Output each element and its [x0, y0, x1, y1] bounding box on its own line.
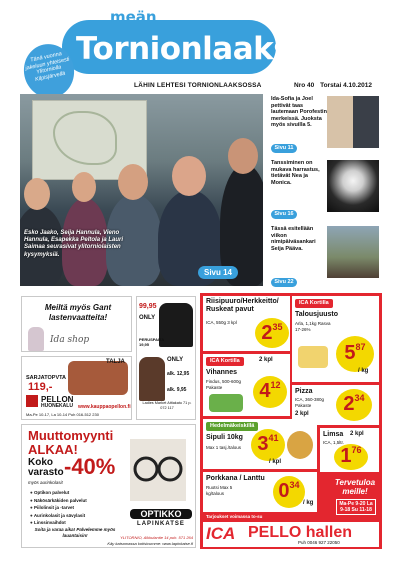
- ad-gant[interactable]: [21, 296, 132, 352]
- optikko-address: YLITORNIO, Alkkulantie 14 puh. 571 264: [120, 535, 193, 540]
- person-2-head: [72, 172, 96, 202]
- offer-sipuli[interactable]: [203, 419, 317, 469]
- offer-price: $2^{35}$: [255, 318, 289, 348]
- opening-hours: Ma-Pe 9-20 La 9-18 Su 11-18: [336, 499, 376, 515]
- ad-only-fashion[interactable]: [136, 296, 196, 420]
- cover-page-link[interactable]: Sivu 14: [198, 266, 238, 279]
- person-5-head: [228, 138, 258, 174]
- issue-number: Nro 40: [294, 82, 315, 89]
- discount-percent: -40%: [64, 454, 116, 479]
- offer-qty: 2 kpl: [259, 357, 273, 363]
- issue-info: [290, 82, 372, 89]
- teaser-1-page-link[interactable]: Sivu 11: [271, 144, 297, 153]
- offer-price: $5^{87}$: [336, 336, 374, 372]
- logo-small-word: meän: [110, 8, 157, 26]
- ad-price: 119,-: [28, 381, 53, 393]
- cover-caption: Esko Jaako, Seija Hannula, Vieno Hannula, Esapekka Peltola ja Lauri Saimaa seurasivat ylitorniolaisten kysymyksiä.: [24, 230, 124, 258]
- service-item: ● Aurinkolasit ja sävylasit: [30, 512, 126, 520]
- sale-title-2: ALKAA!: [28, 442, 78, 457]
- offer-name: Vihannes: [206, 369, 237, 376]
- service-item: ● Näkösärkäkiden palvelut: [30, 497, 126, 505]
- offer-desc: Ruotsi Max 5 kg/talous: [206, 485, 233, 496]
- teaser-3[interactable]: [271, 226, 381, 286]
- ad-ica-pello[interactable]: [200, 293, 382, 549]
- offer-price: $2^{34}$: [336, 389, 372, 421]
- welcome-text: Tervetuloa meille!: [334, 478, 376, 496]
- teaser-1-photo: [327, 96, 379, 148]
- store-name: PELLO hallen: [248, 524, 353, 541]
- tag-brand-2: ONLY: [167, 357, 184, 363]
- person-1-head: [24, 178, 50, 210]
- offer-unit: / kg: [303, 500, 314, 506]
- ad-gant-shop: Ida shop: [50, 335, 90, 345]
- offer-unit: / kpl: [269, 459, 282, 465]
- cheese-image: [298, 346, 328, 368]
- offer-name: Riisipuuro/Herkkeitto/ Ruskeat pavut: [206, 298, 279, 313]
- teaser-2[interactable]: [271, 160, 381, 220]
- onion-image: [287, 431, 313, 459]
- booking-note: Soita ja varaa aika! Palvelemme myös lauantaisin!: [34, 527, 116, 538]
- service-item: ● Optikon palvelut: [30, 489, 126, 497]
- offer-desc: ICA, 360-380g Pakaste: [295, 397, 325, 408]
- offer-price: $0^{34}$: [273, 476, 305, 508]
- offer-price: $3^{41}$: [251, 429, 285, 461]
- service-item: ● Piilolinsit ja -tarvet: [30, 504, 126, 512]
- logo-name[interactable]: Tornionlaakso: [76, 31, 313, 67]
- optikko-website[interactable]: Käy katsomassa kotisivumme: www.lapinkatse.fi: [107, 541, 193, 546]
- offer-price: $1^{76}$: [334, 444, 368, 470]
- tag-price-1: 99,95: [139, 303, 157, 310]
- offer-name: Talousjuusto: [295, 311, 339, 318]
- teaser-2-photo: [327, 160, 379, 212]
- dress-image: [28, 327, 44, 351]
- fruit-counter-badge: Hedelmäkeiskillä: [206, 422, 258, 431]
- masthead: [0, 0, 400, 96]
- pellon-logo-mark: [26, 395, 38, 407]
- offer-qty: 2 kpl: [295, 411, 309, 417]
- sunglasses-note: myös aurinkolasit: [28, 480, 63, 485]
- pellon-url[interactable]: www.kauppaopellon.fi: [78, 404, 131, 410]
- service-list: [30, 489, 126, 527]
- offer-name: Porkkana / Lanttu: [206, 475, 265, 482]
- teaser-2-page-link[interactable]: Sivu 16: [271, 210, 297, 219]
- sofa-image: [68, 361, 128, 395]
- offer-riisipuuro[interactable]: [203, 296, 290, 351]
- ad-optikko[interactable]: [21, 424, 196, 548]
- offer-name: Limsa: [323, 431, 344, 438]
- tag-basic: PERUSPAITA 19,95: [139, 337, 165, 347]
- distribution-badge: Tänä vuonna jakeluun yhteisesti Ylitorniolla Kilpisjärvellä: [19, 39, 79, 102]
- offer-desc: Findus, 500-600g Pakaste: [206, 379, 242, 390]
- offer-unit: / kg: [358, 368, 369, 374]
- offer-name: Pizza: [295, 388, 313, 395]
- service-item: ● Linssinvaihdot: [30, 519, 126, 527]
- ad-gant-title: Meiltä myös Gant lastenvaatteita!: [44, 303, 112, 322]
- issue-date: Torstai 4.10.2012: [320, 82, 372, 89]
- cover-photo[interactable]: [20, 94, 263, 286]
- tag-price-2: alk. 12,95: [167, 371, 190, 377]
- ad-price-label: SARJATOPVTA: [26, 375, 67, 381]
- teaser-3-photo: [327, 226, 379, 278]
- tag-price-3: alk. 9,95: [167, 387, 187, 393]
- pellon-brand: PELLON: [41, 395, 74, 404]
- lapinkatse-brand: LAPINKATSE: [137, 521, 185, 527]
- ica-card-badge: ICA Kortilla: [206, 357, 244, 366]
- vegetable-image: [209, 394, 243, 412]
- store-phone: Puh 0046 927 22050: [298, 540, 340, 545]
- whole-stock: Koko varasto: [28, 457, 64, 478]
- teaser-3-text: Tässä esitellään viikon nimipäiväsankari Seija Pääva.: [271, 226, 316, 252]
- ad-talja-label: TALJA: [106, 359, 125, 365]
- offer-desc: Max 1 tasj./talous: [206, 445, 242, 450]
- offer-porkkana[interactable]: [203, 472, 317, 512]
- pellon-hours: Ma-Pe 10-17, La 10-14 Puh 016-512 230: [26, 412, 99, 417]
- coat-image: [139, 357, 165, 401]
- offer-qty: 2 kpl: [350, 431, 364, 437]
- teaser-1-text: Ida-Sofia ja Joel pettivät taas lautemaan Porofestin merkeissä. Juoksta myös sivuilla 5.: [271, 96, 327, 128]
- ica-logo[interactable]: ICA: [206, 524, 236, 543]
- teaser-3-page-link[interactable]: Sivu 22: [271, 278, 297, 287]
- tag-brand-1: ONLY: [139, 315, 156, 321]
- teaser-2-text: Tanssiminen on mukava harrastus, tietävät Nea ja Monica.: [271, 160, 320, 186]
- offer-desc: Arla, 1,1kg Rasva 17-26%: [295, 321, 331, 332]
- offer-price: $4^{12}$: [253, 376, 287, 408]
- offer-name: Sipuli 10kg: [206, 434, 243, 441]
- ladies-market-footer: Ladies Market Aittakatu 71 p. 072 117: [142, 401, 192, 410]
- tagline: LÄHIN LEHTESI TORNIONLAAKSOSSA: [134, 82, 262, 89]
- ad-pellon-huonekalu[interactable]: [21, 356, 132, 420]
- offer-desc: ICA, 1,5ltr.: [323, 440, 345, 445]
- glasses-icon: [130, 439, 186, 501]
- sale-title: Muuttomyynti: [28, 428, 114, 443]
- optikko-brand: OPTIKKO: [130, 509, 192, 519]
- offer-talousjuusto[interactable]: [292, 296, 379, 382]
- person-3-head: [118, 164, 148, 200]
- teaser-1[interactable]: [271, 96, 381, 156]
- pellon-brand-sub: HUONEKALU: [41, 403, 73, 409]
- ica-card-badge: ICA Kortilla: [295, 299, 333, 308]
- offer-validity: Tarjoukset voimassa to-su: [206, 514, 263, 519]
- offer-desc: ICA, 550g 3 kpl: [206, 320, 237, 325]
- offer-vihannes[interactable]: [203, 354, 290, 416]
- offer-limsa[interactable]: [320, 428, 379, 472]
- person-4-head: [172, 156, 206, 196]
